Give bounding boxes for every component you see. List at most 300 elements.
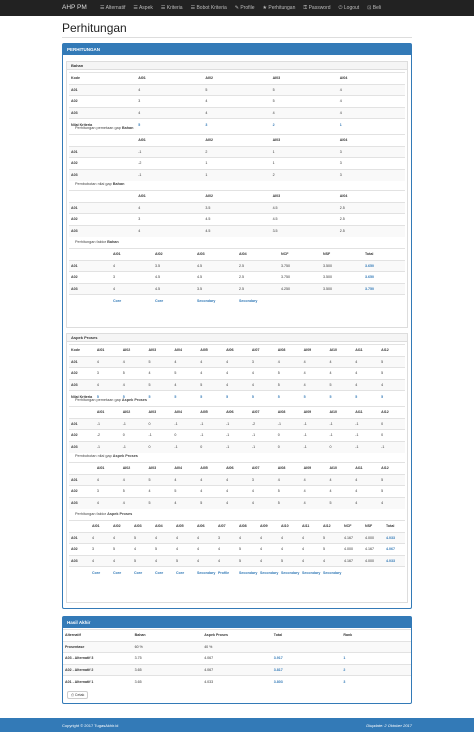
- factor-type: [279, 295, 321, 307]
- col-header: AI06: [224, 407, 250, 419]
- col-header: AI09: [302, 463, 328, 475]
- table-cell: Nilai Kriteria: [69, 391, 95, 403]
- table-cell: 4: [300, 532, 321, 544]
- col-header: AI09: [258, 521, 279, 533]
- table-cell: 5: [276, 368, 302, 380]
- table-cell: 5: [136, 119, 203, 131]
- table-cell: -1: [198, 418, 224, 430]
- table-cell: -1: [250, 430, 276, 442]
- table-cell: 4.000: [363, 532, 384, 544]
- table-cell: 5: [379, 356, 405, 368]
- table-cell: 4: [121, 474, 147, 486]
- table-cell: 4: [121, 497, 147, 509]
- col-header: AI12: [379, 407, 405, 419]
- col-header: [69, 191, 136, 203]
- nav-perhitungan[interactable]: ★ Perhitungan: [262, 5, 296, 11]
- col-header: Total: [363, 249, 405, 261]
- table-cell: -2: [95, 430, 121, 442]
- table-cell: 4: [172, 356, 198, 368]
- table-cell: 1: [203, 169, 270, 181]
- perhitungan-panel: [62, 43, 412, 609]
- table-row: [69, 356, 405, 368]
- col-header: AI05: [198, 463, 224, 475]
- col-header: Total: [384, 521, 405, 533]
- factor-type-row: [69, 295, 405, 307]
- col-header: AI04: [172, 463, 198, 475]
- table-cell: 3: [136, 96, 203, 108]
- table-cell: 4: [174, 544, 195, 556]
- col-header: AI05: [198, 345, 224, 357]
- table-cell: 4.067: [202, 664, 272, 676]
- table-cell: 4: [198, 356, 224, 368]
- col-header: AI01: [95, 407, 121, 419]
- table-cell: 5: [174, 555, 195, 567]
- col-header: AI01: [111, 249, 153, 261]
- factor-type: [69, 295, 111, 307]
- table-cell: A02 - Alternatif 2: [63, 664, 133, 676]
- col-header: AI09: [302, 407, 328, 419]
- factor-type: Core: [174, 567, 195, 579]
- table-cell: 3.650: [363, 272, 405, 284]
- table-row: [69, 214, 405, 226]
- factor-type: [363, 295, 405, 307]
- col-header: AI04: [153, 521, 174, 533]
- col-header: AI10: [327, 345, 353, 357]
- table-cell: A01 - Alternatif 1: [63, 676, 133, 688]
- table-cell: 0: [172, 430, 198, 442]
- table-cell: 3.5: [203, 202, 270, 214]
- nav-kriteria[interactable]: ☰ Kriteria: [160, 5, 183, 11]
- table-cell: 5: [121, 486, 147, 498]
- table-row: [63, 653, 411, 665]
- table-cell: 4: [224, 379, 250, 391]
- table-cell: A03: [69, 441, 95, 453]
- col-header: AI01: [95, 463, 121, 475]
- table-cell: 4: [353, 356, 379, 368]
- table-cell: 4: [258, 532, 279, 544]
- table-cell: 5: [353, 391, 379, 403]
- col-header: AI12: [379, 463, 405, 475]
- col-header: [69, 521, 90, 533]
- table-cell: A02: [69, 486, 95, 498]
- factor-type: Secondary: [300, 567, 321, 579]
- table-cell: 4: [90, 555, 111, 567]
- navbar: [0, 0, 474, 16]
- table-cell: 4: [302, 474, 328, 486]
- table-row: [69, 474, 405, 486]
- table-cell: 4.5: [153, 272, 195, 284]
- table-cell: 4: [216, 555, 237, 567]
- proses-bobot-table: [69, 462, 405, 509]
- table-cell: 60 %: [133, 641, 203, 653]
- table-cell: 4: [353, 497, 379, 509]
- table-cell: 4: [327, 368, 353, 380]
- table-row: [69, 283, 405, 295]
- bahan-gap-note: Perhitungan pemetaan gap Bahan: [75, 126, 134, 130]
- col-header: AI07: [250, 463, 276, 475]
- col-header: AI03: [271, 73, 338, 85]
- table-cell: 4: [198, 368, 224, 380]
- table-cell: 4: [95, 379, 121, 391]
- table-cell: 5: [302, 391, 328, 403]
- table-cell: 2: [341, 664, 411, 676]
- table-cell: 3.750: [279, 260, 321, 272]
- table-row: [63, 676, 411, 688]
- table-cell: 5: [121, 368, 147, 380]
- table-cell: 4: [250, 486, 276, 498]
- table-cell: 5: [203, 84, 270, 96]
- factor-type: Core: [132, 567, 153, 579]
- table-cell: 5: [198, 391, 224, 403]
- table-cell: 5: [327, 497, 353, 509]
- col-header: AI03: [147, 407, 173, 419]
- table-cell: 4: [121, 356, 147, 368]
- table-row: [69, 497, 405, 509]
- table-cell: 4: [95, 356, 121, 368]
- bahan-bobot-note: Pembobotan nilai gap Bahan: [75, 182, 125, 186]
- table-cell: 4: [195, 555, 216, 567]
- table-cell: -1: [276, 418, 302, 430]
- table-cell: 3.817: [272, 664, 342, 676]
- col-header: AI01: [136, 73, 203, 85]
- footer-updated: Diupdate: 2 Oktober 2017: [366, 723, 412, 728]
- table-cell: -1: [172, 441, 198, 453]
- table-row: [69, 418, 405, 430]
- table-row: [69, 430, 405, 442]
- table-cell: 4.000: [363, 555, 384, 567]
- table-cell: 4: [95, 474, 121, 486]
- factor-type: [384, 567, 405, 579]
- col-header: AI08: [276, 463, 302, 475]
- table-cell: 2.5: [237, 260, 279, 272]
- table-cell: 4: [224, 356, 250, 368]
- table-cell: 4: [300, 544, 321, 556]
- col-header: AI06: [224, 463, 250, 475]
- table-cell: 3: [203, 119, 270, 131]
- table-cell: A02: [69, 544, 90, 556]
- table-cell: 4: [174, 532, 195, 544]
- table-cell: 4: [111, 283, 153, 295]
- table-cell: -1: [224, 418, 250, 430]
- table-cell: 5: [172, 391, 198, 403]
- col-header: AI11: [300, 521, 321, 533]
- hasil-table: [63, 629, 411, 687]
- table-cell: 4: [302, 356, 328, 368]
- col-header: AI04: [338, 191, 405, 203]
- table-cell: A01: [69, 418, 95, 430]
- table-cell: -1: [353, 418, 379, 430]
- table-cell: 3.5: [153, 260, 195, 272]
- table-row: [69, 532, 405, 544]
- table-cell: 2: [271, 119, 338, 131]
- proses-faktor-table: [69, 520, 405, 578]
- page-title: Perhitungan: [62, 21, 127, 35]
- table-cell: 4: [353, 486, 379, 498]
- proses-section: [66, 333, 408, 603]
- col-header: AI04: [172, 407, 198, 419]
- table-cell: 3: [90, 544, 111, 556]
- bahan-faktor-table: [69, 248, 405, 306]
- table-cell: 4: [216, 544, 237, 556]
- factor-type: Secondary: [321, 567, 342, 579]
- col-header: [69, 135, 136, 147]
- nav-alternatif[interactable]: ☰ Alternatif: [100, 5, 126, 11]
- table-cell: 5: [147, 474, 173, 486]
- table-cell: -1: [302, 441, 328, 453]
- table-cell: 40 %: [202, 641, 272, 653]
- col-header: AI07: [250, 407, 276, 419]
- table-cell: 3: [338, 146, 405, 158]
- table-cell: 2.5: [338, 202, 405, 214]
- table-cell: 2: [271, 169, 338, 181]
- table-cell: 4.5: [271, 202, 338, 214]
- table-cell: 4: [250, 368, 276, 380]
- table-cell: 4: [136, 202, 203, 214]
- hasil-title: Hasil Akhir: [63, 617, 411, 628]
- col-header: AI06: [224, 345, 250, 357]
- table-cell: 4: [172, 497, 198, 509]
- table-cell: 4: [136, 84, 203, 96]
- col-header: [69, 249, 111, 261]
- col-header: AI04: [172, 345, 198, 357]
- col-header: AI11: [353, 345, 379, 357]
- table-cell: 4: [321, 555, 342, 567]
- table-row: [63, 641, 411, 653]
- table-cell: A03: [69, 555, 90, 567]
- table-cell: 5: [172, 368, 198, 380]
- table-cell: 4: [338, 84, 405, 96]
- table-cell: 5: [271, 84, 338, 96]
- table-cell: A02: [69, 272, 111, 284]
- table-cell: 4: [172, 474, 198, 486]
- nav-password[interactable]: ⚿ Password: [303, 5, 331, 11]
- table-cell: A02: [69, 96, 136, 108]
- table-cell: 2.5: [237, 283, 279, 295]
- col-header: AI05: [198, 407, 224, 419]
- table-cell: 1: [338, 119, 405, 131]
- table-cell: 5: [276, 486, 302, 498]
- table-cell: A01: [69, 202, 136, 214]
- col-header: NCF: [279, 249, 321, 261]
- table-cell: A03: [69, 283, 111, 295]
- table-cell: 3.803: [272, 676, 342, 688]
- table-cell: 5: [237, 544, 258, 556]
- table-cell: -1: [95, 418, 121, 430]
- table-cell: 3.500: [321, 272, 363, 284]
- factor-type: [342, 567, 363, 579]
- nav-bobot[interactable]: ☰ Bobot Kriteria: [190, 5, 227, 11]
- table-cell: 4.5: [153, 283, 195, 295]
- col-header: NSF: [363, 521, 384, 533]
- table-row: [69, 169, 405, 181]
- table-cell: 0: [327, 441, 353, 453]
- table-cell: 5: [379, 474, 405, 486]
- table-cell: 4: [302, 368, 328, 380]
- factor-type: Core: [153, 295, 195, 307]
- table-cell: -1: [302, 418, 328, 430]
- table-cell: 4: [111, 532, 132, 544]
- table-cell: 3.65: [133, 664, 203, 676]
- col-header: AI02: [203, 135, 270, 147]
- nav-beli[interactable]: ⊡ Beli: [367, 5, 382, 11]
- table-cell: 4.033: [384, 532, 405, 544]
- table-cell: 0: [121, 430, 147, 442]
- col-header: Total: [272, 630, 342, 642]
- col-header: AI02: [203, 73, 270, 85]
- table-row: [69, 96, 405, 108]
- table-cell: 4.5: [203, 225, 270, 237]
- table-cell: 5: [237, 555, 258, 567]
- table-cell: -1: [353, 441, 379, 453]
- col-header: Kode: [69, 73, 136, 85]
- table-cell: 0: [147, 418, 173, 430]
- table-cell: A03: [69, 169, 136, 181]
- table-cell: 5: [198, 379, 224, 391]
- table-cell: 3.5: [195, 283, 237, 295]
- table-cell: 4: [172, 379, 198, 391]
- table-cell: 5: [147, 356, 173, 368]
- proses-title: Aspek Proses: [67, 334, 407, 342]
- table-cell: -1: [95, 441, 121, 453]
- table-row: [63, 664, 411, 676]
- table-cell: 5: [327, 391, 353, 403]
- table-cell: 4: [198, 486, 224, 498]
- table-cell: 5: [379, 368, 405, 380]
- col-header: AI06: [195, 521, 216, 533]
- factor-type: Secondary: [279, 567, 300, 579]
- col-header: AI03: [195, 249, 237, 261]
- table-cell: 5: [198, 497, 224, 509]
- table-cell: 4: [250, 497, 276, 509]
- col-header: AI02: [111, 521, 132, 533]
- col-header: AI11: [353, 407, 379, 419]
- table-cell: 4: [195, 532, 216, 544]
- proses-faktor-note: Perhitungan faktor Aspek Proses: [75, 512, 133, 516]
- table-row: [69, 368, 405, 380]
- table-cell: 4.167: [363, 544, 384, 556]
- table-cell: -1: [121, 418, 147, 430]
- table-row: [69, 486, 405, 498]
- nav-logout[interactable]: ⏻ Logout: [338, 5, 360, 11]
- col-header: [69, 463, 95, 475]
- table-cell: 5: [95, 391, 121, 403]
- table-cell: 4.167: [342, 532, 363, 544]
- factor-type: Core: [153, 567, 174, 579]
- table-cell: 3: [250, 356, 276, 368]
- print-icon: ⎙: [71, 693, 74, 697]
- factor-type: Core: [90, 567, 111, 579]
- factor-type: [69, 567, 90, 579]
- col-header: AI03: [271, 135, 338, 147]
- table-cell: 5: [224, 391, 250, 403]
- table-cell: -1: [172, 418, 198, 430]
- bahan-faktor-note: Perhitungan faktor Bahan: [75, 240, 119, 244]
- table-cell: 4: [276, 474, 302, 486]
- table-cell: 4: [224, 497, 250, 509]
- table-cell: 4: [338, 107, 405, 119]
- table-cell: 4: [379, 497, 405, 509]
- table-cell: 5: [147, 379, 173, 391]
- brand[interactable]: AHP PM: [62, 4, 87, 11]
- col-header: AI01: [95, 345, 121, 357]
- factor-type: Profile: [216, 567, 237, 579]
- table-row: [69, 379, 405, 391]
- table-cell: A02: [69, 368, 95, 380]
- table-cell: 4: [276, 356, 302, 368]
- factor-type: Secondary: [237, 567, 258, 579]
- table-cell: 4: [302, 497, 328, 509]
- print-button[interactable]: ⎙ Cetak: [67, 691, 88, 699]
- factor-type-row: [69, 567, 405, 579]
- table-cell: 5: [321, 544, 342, 556]
- table-cell: 4: [379, 379, 405, 391]
- table-cell: 4: [327, 486, 353, 498]
- table-cell: 4: [203, 96, 270, 108]
- panel-title: PERHITUNGAN: [63, 44, 411, 55]
- table-cell: 4: [271, 107, 338, 119]
- col-header: AI02: [121, 407, 147, 419]
- table-cell: 4.250: [279, 283, 321, 295]
- table-cell: -1: [121, 441, 147, 453]
- col-header: Aspek Proses: [202, 630, 272, 642]
- table-cell: 4: [224, 474, 250, 486]
- nav-aspek[interactable]: ☰ Aspek: [133, 5, 153, 11]
- col-header: [69, 407, 95, 419]
- table-cell: 4: [353, 379, 379, 391]
- table-cell: -1: [136, 169, 203, 181]
- nav-profile[interactable]: ✎ Profile: [234, 5, 255, 11]
- table-cell: 5: [279, 555, 300, 567]
- table-cell: [341, 641, 411, 653]
- table-cell: 4: [95, 497, 121, 509]
- table-cell: 3: [111, 272, 153, 284]
- table-cell: 4: [353, 474, 379, 486]
- table-cell: 4.000: [342, 544, 363, 556]
- table-row: [69, 555, 405, 567]
- table-cell: 4.5: [271, 214, 338, 226]
- table-cell: 4: [121, 379, 147, 391]
- table-cell: 4: [153, 532, 174, 544]
- table-cell: 4.033: [384, 555, 405, 567]
- table-cell: A03 - Alternatif 3: [63, 653, 133, 665]
- proses-bobot-note: Pembobotan nilai gap Aspek Proses: [75, 454, 138, 458]
- bahan-table: [69, 72, 405, 130]
- factor-type: [363, 567, 384, 579]
- factor-type: Secondary: [237, 295, 279, 307]
- table-cell: 4.5: [195, 272, 237, 284]
- col-header: Kode: [69, 345, 95, 357]
- table-cell: 4: [195, 544, 216, 556]
- proses-gap-note: Perhitungan pemetaan gap Aspek Proses: [75, 398, 147, 402]
- table-cell: 5: [132, 555, 153, 567]
- col-header: AI03: [132, 521, 153, 533]
- factor-type: Secondary: [258, 567, 279, 579]
- table-cell: 3.65: [133, 676, 203, 688]
- table-cell: 3: [341, 676, 411, 688]
- table-cell: 0: [379, 418, 405, 430]
- table-cell: 3: [216, 532, 237, 544]
- table-cell: 5: [147, 391, 173, 403]
- table-cell: 5: [147, 497, 173, 509]
- table-cell: 5: [121, 391, 147, 403]
- table-cell: 2.5: [237, 272, 279, 284]
- col-header: AI03: [147, 345, 173, 357]
- table-cell: -1: [327, 430, 353, 442]
- table-cell: -1: [224, 441, 250, 453]
- table-cell: 4: [250, 379, 276, 391]
- table-row: [69, 158, 405, 170]
- table-cell: 0: [198, 441, 224, 453]
